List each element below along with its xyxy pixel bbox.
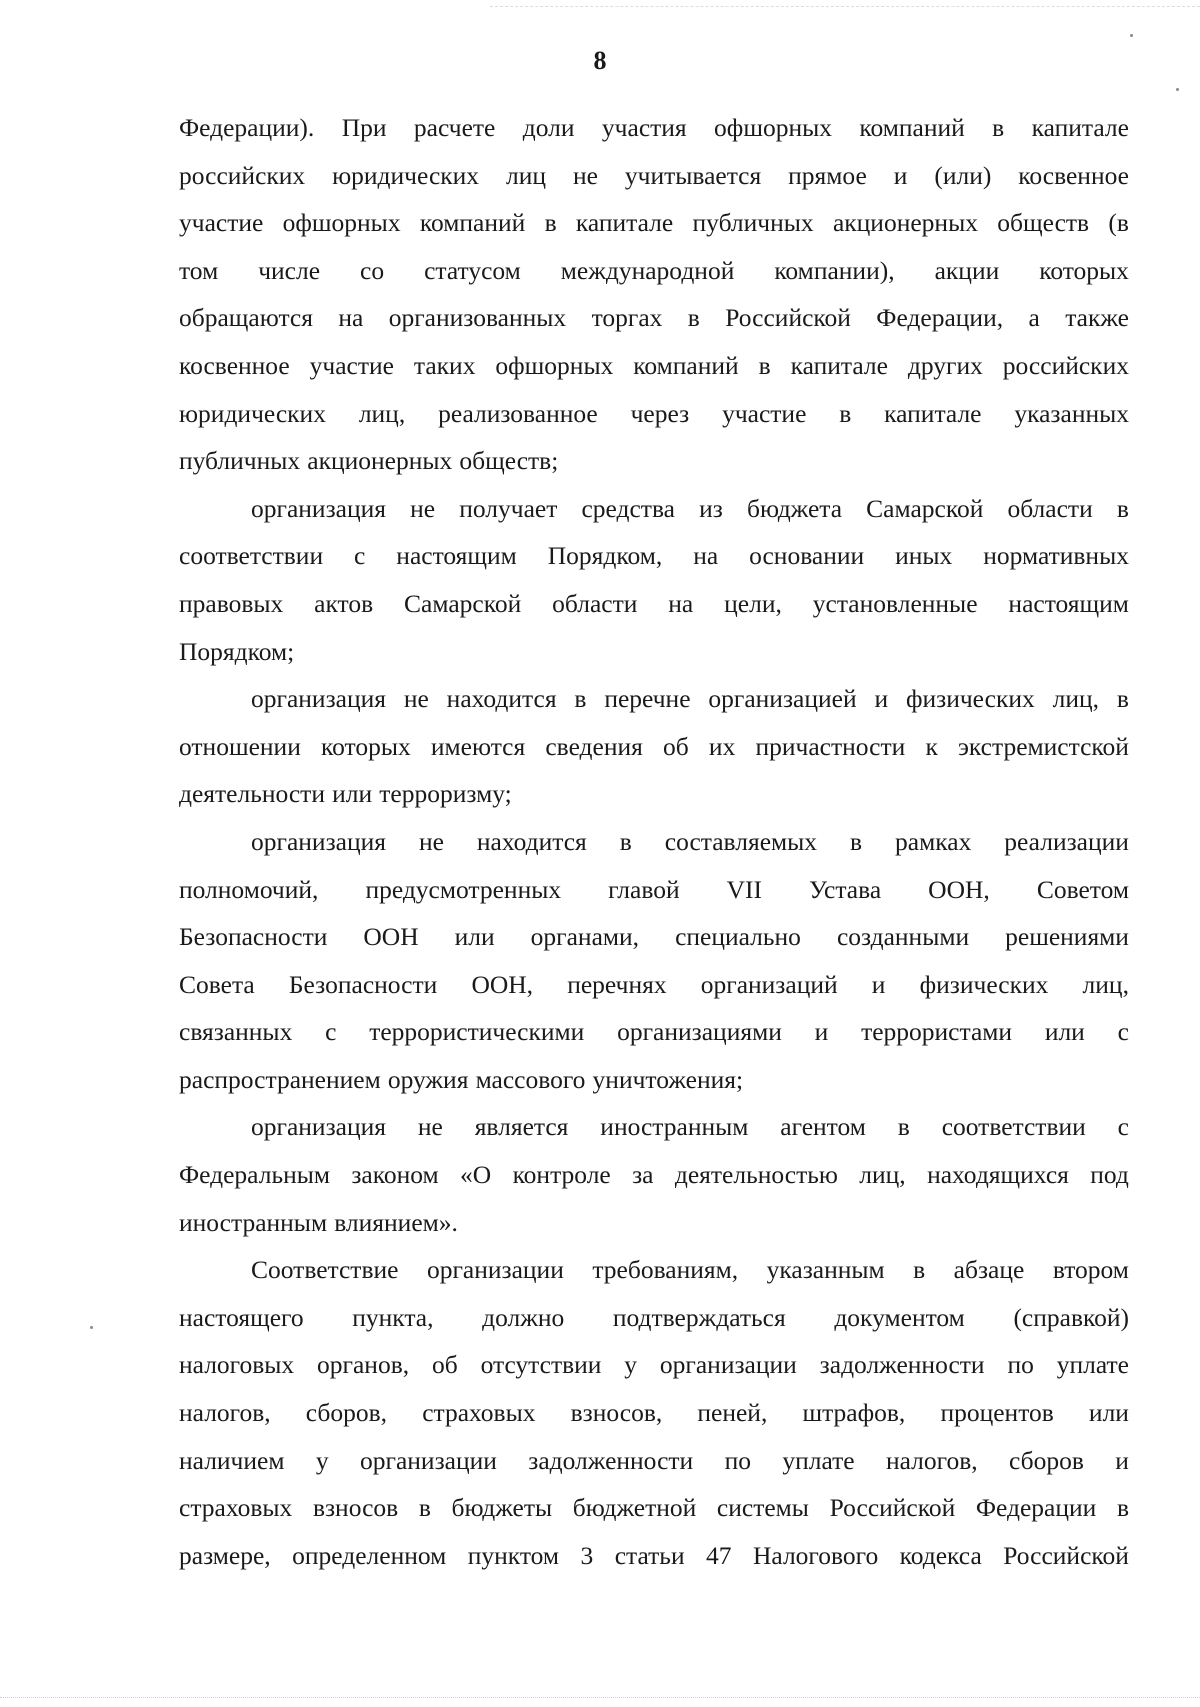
page-number: 8 [593,46,607,75]
paragraph-line: правовых актов Самарской области на цели, установленные настоящим [179,588,1129,618]
paragraph-line: публичных акционерных обществ; [179,446,559,476]
paragraph-line: юридических лиц, реализованное через участие в капитале указанных [179,398,1129,428]
paragraph-line: обращаются на организованных торгах в Российской Федерации, а также [179,303,1129,333]
paragraph-line: Соответствие организации требованиям, указанным в абзаце втором [251,1255,1129,1285]
paragraph-line: Безопасности ООН или органами, специально созданными решениями [179,922,1129,952]
paragraph [179,818,1129,1104]
paragraph [179,1246,1129,1579]
paragraph-line: иностранным влиянием». [179,1207,458,1237]
paragraph-line: российских юридических лиц не учитывается прямое и (или) косвенное [179,160,1129,190]
paragraph-line: Федерации). При расчете доли участия офшорных компаний в капитале [179,113,1129,142]
paragraph-line: Федеральным законом «О контроле за деятельностью лиц, находящихся под [179,1160,1129,1190]
paragraph-line: страховых взносов в бюджеты бюджетной системы Российской Федерации в [179,1493,1129,1523]
scan-edge-bottom [0,1697,1200,1699]
paragraph-line: том числе со статусом международной компании), акции которых [179,255,1129,285]
paragraph [179,485,1129,675]
paragraph-line: размере, определенном пунктом 3 статьи 47 Налогового кодекса Российской [179,1540,1129,1570]
paragraph-line: соответствии с настоящим Порядком, на основании иных нормативных [179,541,1129,571]
paragraph-line: отношении которых имеются сведения об их причастности к экстремистской [179,731,1129,761]
scan-speck [90,1326,93,1329]
paragraph-line: Совета Безопасности ООН, перечнях организаций и физических лиц, [179,969,1129,999]
document-body [179,104,1129,1579]
paragraph-line: настоящего пункта, должно подтверждаться документом (справкой) [179,1302,1129,1332]
paragraph-line: полномочий, предусмотренных главой VII Устава ООН, Советом [179,874,1129,904]
paragraph-line: организация не находится в составляемых в рамках реализации [251,826,1129,856]
paragraph-line: деятельности или терроризму; [179,779,512,809]
paragraph-line: организация не получает средства из бюджета Самарской области в [251,493,1129,523]
paragraph-line: наличием у организации задолженности по уплате налогов, сборов и [179,1445,1129,1475]
paragraph [179,104,1129,485]
paragraph-line: Порядком; [179,636,295,666]
paragraph-line: организация не является иностранным агентом в соответствии с [251,1112,1129,1142]
paragraph-line: налогов, сборов, страховых взносов, пеней, штрафов, процентов или [179,1398,1129,1428]
paragraph-line: организация не находится в перечне организацией и физических лиц, в [251,684,1129,714]
paragraph-line: распространением оружия массового уничтожения; [179,1064,744,1094]
scan-speck [1176,88,1179,91]
paragraph-line: связанных с террористическими организациями и террористами или с [179,1017,1129,1047]
paragraph [179,675,1129,818]
paragraph-line: участие офшорных компаний в капитале публичных акционерных обществ (в [179,208,1129,238]
scan-speck [1130,34,1133,37]
paragraph [179,1103,1129,1246]
scan-edge-top [490,0,1200,7]
paragraph-line: косвенное участие таких офшорных компаний в капитале других российских [179,350,1129,380]
paragraph-line: налоговых органов, об отсутствии у организации задолженности по уплате [179,1350,1129,1380]
